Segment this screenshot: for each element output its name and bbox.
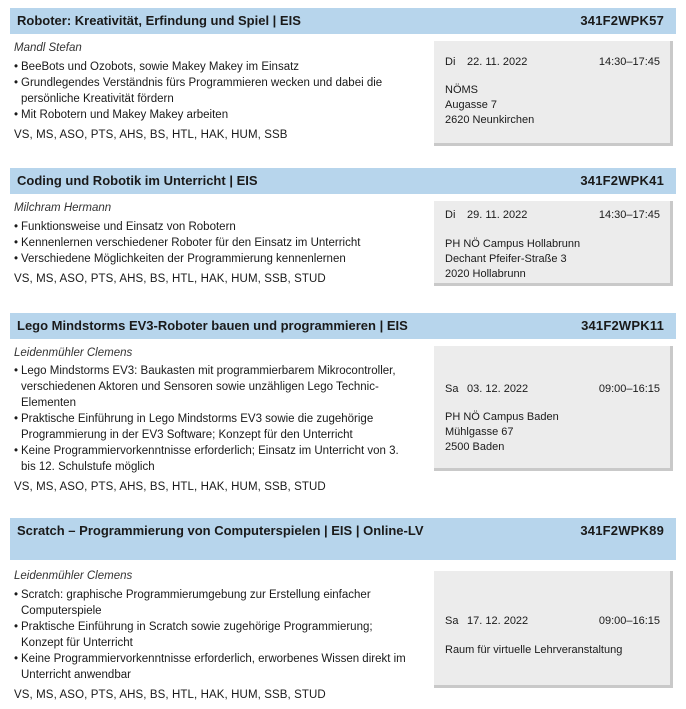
course-description-list [14,59,414,123]
course-card [10,518,676,706]
list-item: • Praktische Einführung in Scratch sowie zugehörige Programmierung; Konzept für Unterricht [14,619,414,651]
course-lecturer: Mandl Stefan [14,42,82,54]
list-item: • Mit Robotern und Makey Makey arbeiten [14,107,414,123]
course-location-line: Raum für virtuelle Lehrveranstaltung [445,644,623,656]
list-item: • Scratch: graphische Programmierumgebung zur Erstellung einfacher Computerspiele [14,587,414,619]
course-code: 341F2WPK57 [580,13,664,28]
course-date: 17. 12. 2022 [467,615,529,627]
course-header [10,518,676,560]
course-date: 29. 11. 2022 [467,209,528,221]
course-location-line: Dechant Pfeifer-Straße 3 [445,253,567,265]
course-card [10,168,676,298]
course-lecturer: Milchram Hermann [14,202,112,214]
course-day: Di [445,56,456,68]
course-location-line: PH NÖ Campus Hollabrunn [445,238,581,250]
course-schedule-box [434,41,673,146]
course-description-list [14,363,414,475]
list-item: • Keine Programmiervorkenntnisse erforderlich; Einsatz im Unterricht von 3. bis 12. Schulstufe möglich [14,443,414,475]
course-header [10,8,676,34]
course-code: 341F2WPK89 [580,523,664,538]
course-day: Sa [445,383,459,395]
course-day: Di [445,209,456,221]
list-item: • Kennenlernen verschiedener Roboter für den Einsatz im Unterricht [14,235,414,251]
course-audience: VS, MS, ASO, PTS, AHS, BS, HTL, HAK, HUM, SSB, STUD [14,273,326,285]
course-time: 09:00–16:15 [598,383,660,395]
list-item: • Lego Mindstorms EV3: Baukasten mit programmierbarem Mikrocontroller, verschiedenen Aktoren und Sensoren sowie unzähligen Lego Technic-Elementen [14,363,414,411]
list-item: • Verschiedene Möglichkeiten der Programmierung kennenlernen [14,251,414,267]
list-item: • Funktionsweise und Einsatz von Robotern [14,219,414,235]
course-description-list [14,219,414,267]
course-location-line: PH NÖ Campus Baden [445,411,559,423]
course-schedule-box [434,346,673,471]
course-schedule-box [434,571,673,688]
course-card [10,8,676,160]
course-code: 341F2WPK41 [580,173,664,188]
course-time: 14:30–17:45 [598,56,660,68]
course-location-line: 2020 Hollabrunn [445,268,526,280]
course-title: Roboter: Kreativität, Erfindung und Spiel | EIS [17,13,301,28]
course-date: 22. 11. 2022 [467,56,528,68]
course-time: 09:00–16:15 [598,615,660,627]
list-item: • Praktische Einführung in Lego Mindstorms EV3 sowie die zugehörige Programmierung in der EV3 Software; Konzept für den Unterricht [14,411,414,443]
list-item: • BeeBots und Ozobots, sowie Makey Makey im Einsatz [14,59,414,75]
course-title: Scratch – Programmierung von Computerspielen | EIS | Online-LV [17,523,424,538]
course-location-line: 2500 Baden [445,441,505,453]
course-card [10,313,676,503]
course-header [10,313,676,339]
course-time: 14:30–17:45 [598,209,660,221]
course-audience: VS, MS, ASO, PTS, AHS, BS, HTL, HAK, HUM, SSB, STUD [14,481,326,493]
course-header [10,168,676,194]
course-location-line: 2620 Neunkirchen [445,114,535,126]
course-date: 03. 12. 2022 [467,383,529,395]
course-title: Lego Mindstorms EV3-Roboter bauen und programmieren | EIS [17,318,408,333]
course-audience: VS, MS, ASO, PTS, AHS, BS, HTL, HAK, HUM, SSB [14,129,288,141]
course-location-line: Mühlgasse 67 [445,426,514,438]
course-location-line: Augasse 7 [445,99,497,111]
course-day: Sa [445,615,459,627]
course-title: Coding und Robotik im Unterricht | EIS [17,173,258,188]
list-item: • Keine Programmiervorkenntnisse erforderlich, erworbenes Wissen direkt im Unterricht anwendbar [14,651,414,683]
course-lecturer: Leidenmühler Clemens [14,570,133,582]
course-location-line: NÖMS [445,84,478,96]
course-description-list [14,587,414,683]
course-schedule-box [434,201,673,286]
course-lecturer: Leidenmühler Clemens [14,347,133,359]
list-item: • Grundlegendes Verständnis fürs Programmieren wecken und dabei die persönliche Kreativität fördern [14,75,414,107]
course-code: 341F2WPK11 [581,318,664,333]
course-audience: VS, MS, ASO, PTS, AHS, BS, HTL, HAK, HUM, SSB, STUD [14,689,326,701]
